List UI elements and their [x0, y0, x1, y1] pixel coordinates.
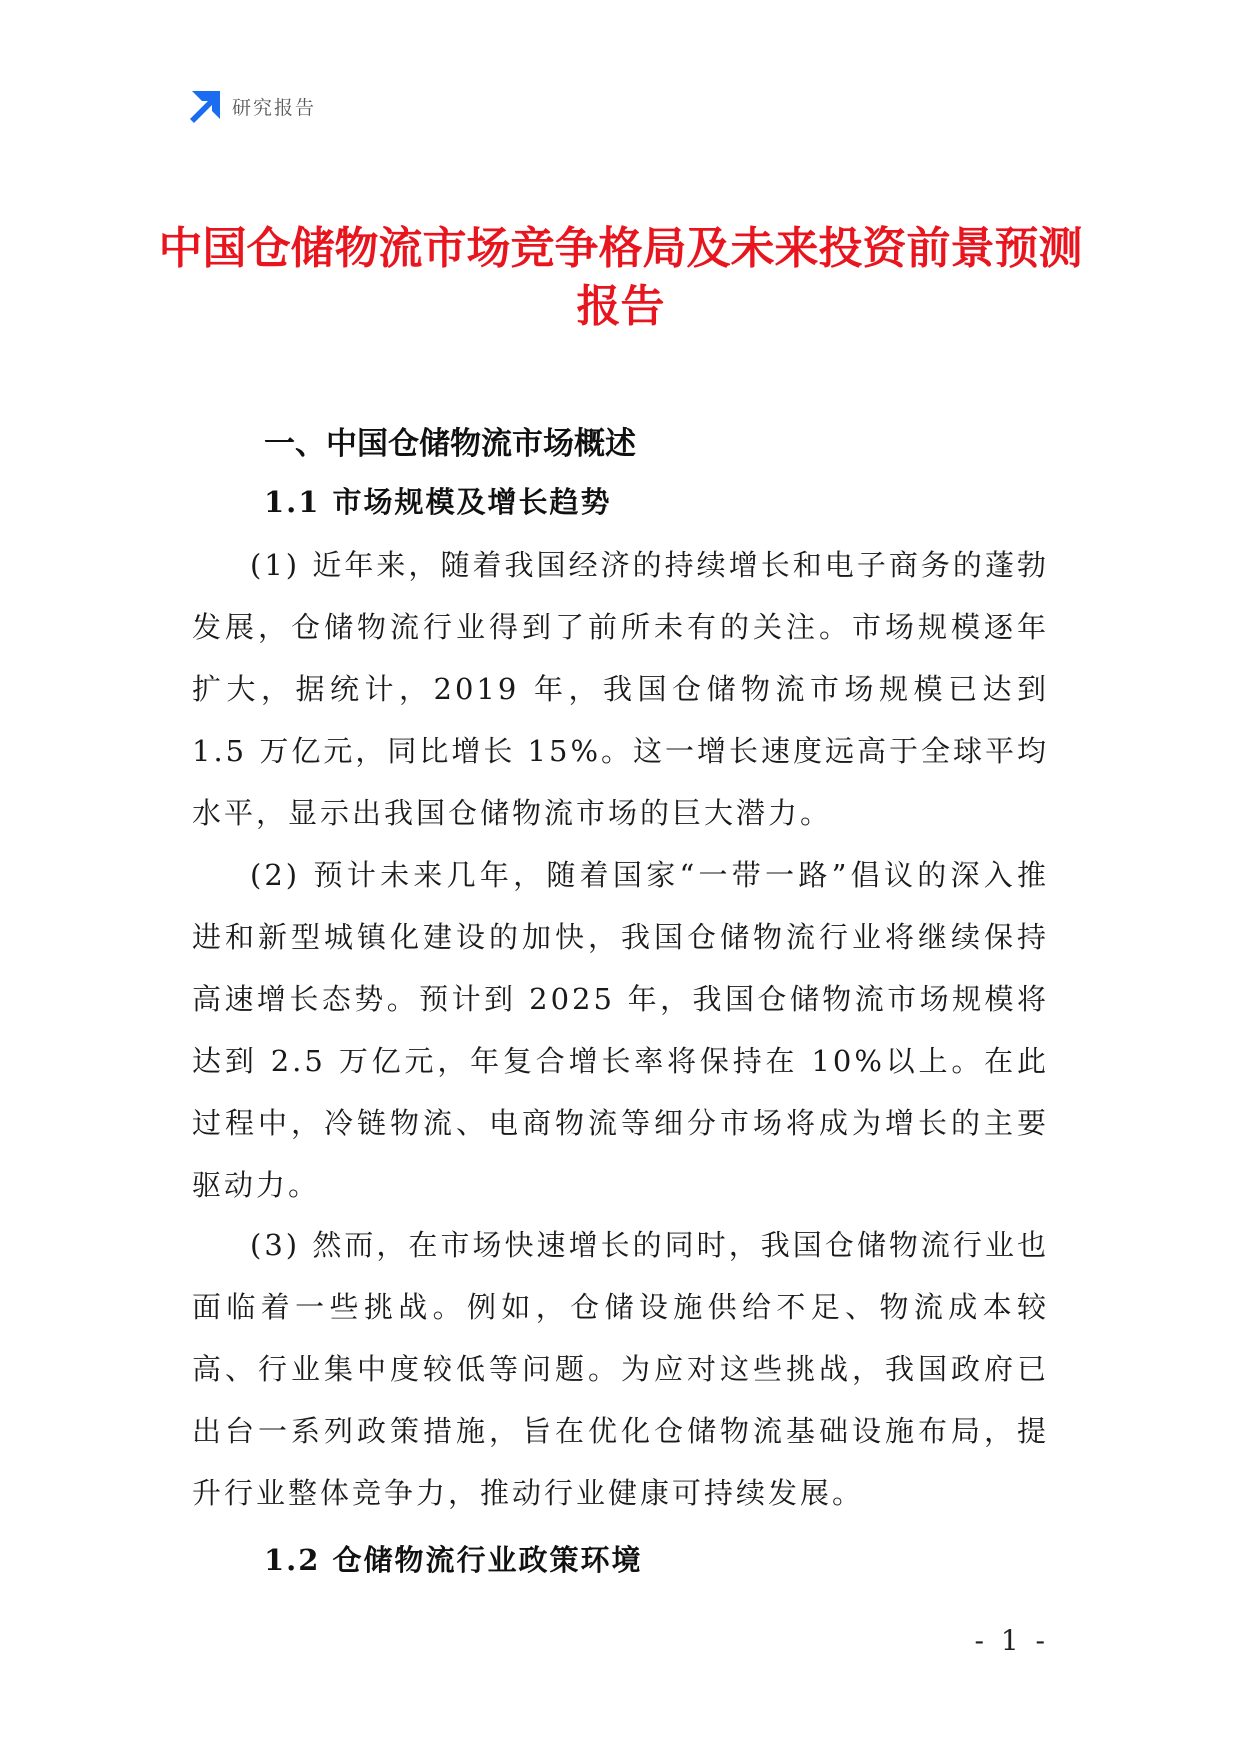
arrow-up-right-icon [188, 89, 222, 123]
document-title: 中国仓储物流市场竞争格局及未来投资前景预测报告 [158, 223, 1083, 332]
report-header [188, 88, 316, 124]
paragraph: (1) 近年来，随着我国经济的持续增长和电子商务的蓬勃发展，仓储物流行业得到了前所未有的关注。市场规模逐年扩大，据统计，2019 年，我国仓储物流市场规模已达到 1.5 万亿元，同比增长 15%。这一增长速度远高于全球平均水平，显示出我国仓储物流市场的巨大潜力。 [192, 548, 1050, 830]
paragraph: (3) 然而，在市场快速增长的同时，我国仓储物流行业也面临着一些挑战。例如，仓储设施供给不足、物流成本较高、行业集中度较低等问题。为应对这些挑战，我国政府已出台一系列政策措施，旨在优化仓储物流基础设施布局，提升行业整体竞争力，推动行业健康可持续发展。 [192, 1228, 1049, 1510]
page-number: - 1 - [974, 1624, 1049, 1657]
paragraph: (2) 预计未来几年，随着国家“一带一路”倡议的深入推进和新型城镇化建设的加快，我国仓储物流行业将继续保持高速增长态势。预计到 2025 年，我国仓储物流市场规模将达到 2.5 万亿元，年复合增长率将保持在 10%以上。在此过程中，冷链物流、电商物流等细分市场将成为增长的主要驱动力。 [192, 858, 1049, 1202]
section-heading: 一、中国仓储物流市场概述 [264, 426, 636, 462]
subsection-heading: 1.1 市场规模及增长趋势 [264, 485, 612, 519]
header-label: 研究报告 [232, 96, 317, 119]
subsection-heading: 1.2 仓储物流行业政策环境 [264, 1543, 643, 1577]
